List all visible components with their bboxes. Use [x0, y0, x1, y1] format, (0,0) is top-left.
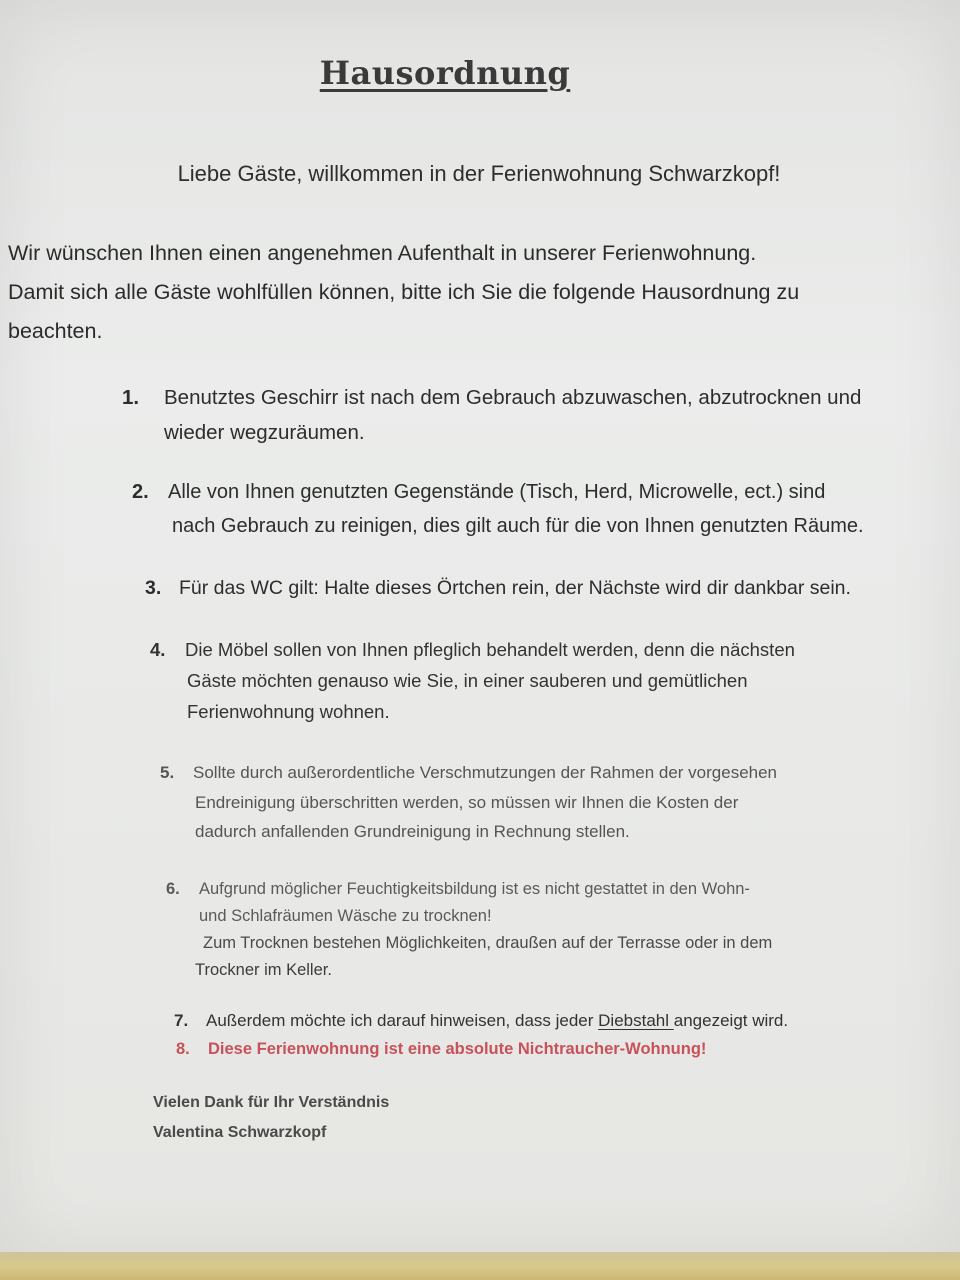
rule-number: 2. [132, 481, 149, 503]
rule-number: 5. [160, 763, 175, 782]
rule-line: Endreinigung überschritten werden, so müssen wir Ihnen die Kosten der [195, 792, 739, 812]
rule-number: 3. [145, 577, 162, 599]
rule-line: nach Gebrauch zu reinigen, dies gilt auch für die von Ihnen genutzten Räume. [172, 515, 864, 537]
intro-line: Damit sich alle Gäste wohlfüllen können, bitte ich Sie die folgende Hausordnung zu [8, 280, 800, 304]
underlined-word: Diebstahl [598, 1011, 674, 1030]
signature-name: Valentina Schwarzkopf [153, 1124, 327, 1141]
rule-text [206, 1006, 788, 1036]
rule-text [179, 572, 851, 604]
rule-line: Trockner im Keller. [195, 961, 332, 979]
rule-line: wieder wegzuräumen. [164, 421, 365, 444]
rule-text [208, 1035, 706, 1063]
rule-line: Alle von Ihnen genutzten Gegenstände (Tisch, Herd, Microwelle, ect.) sind [168, 481, 826, 503]
rule-line: Diese Ferienwohnung ist eine absolute Nichtraucher-Wohnung! [208, 1040, 707, 1058]
rule-number: 4. [150, 639, 166, 660]
rule-line: Gäste möchten genauso wie Sie, in einer sauberen und gemütlichen [187, 670, 748, 691]
intro-paragraph [8, 234, 908, 351]
rule-line: Zum Trocknen bestehen Möglichkeiten, draußen auf der Terrasse oder in dem [203, 934, 773, 952]
rule-line: Benutztes Geschirr ist nach dem Gebrauch abzuwaschen, abzutrocknen und [164, 386, 862, 409]
rule-line: und Schlafräumen Wäsche zu trocknen! [199, 907, 492, 925]
rule-text [185, 634, 795, 727]
rule-number: 7. [174, 1011, 189, 1030]
bottom-surface [0, 1252, 960, 1280]
rule-text-after: angezeigt wird. [673, 1011, 789, 1030]
rule-text [168, 475, 864, 543]
rule-number: 1. [122, 386, 140, 409]
intro-line: beachten. [8, 319, 103, 343]
rule-number: 8. [176, 1040, 190, 1058]
rule-line: dadurch anfallenden Grundreinigung in Rechnung stellen. [195, 822, 630, 841]
rule-line: Aufgrund möglicher Feuchtigkeitsbildung ist es nicht gestattet in den Wohn- [199, 880, 750, 898]
rule-text [193, 758, 777, 847]
rule-number: 6. [166, 880, 180, 898]
rule-line: Die Möbel sollen von Ihnen pfleglich behandelt werden, denn die nächsten [185, 639, 795, 660]
rule-line: Sollte durch außerordentliche Verschmutzungen der Rahmen der vorgesehen [193, 763, 778, 782]
closing-thanks: Vielen Dank für Ihr Verständnis [153, 1094, 390, 1111]
rule-text [195, 876, 773, 984]
greeting-line: Liebe Gäste, willkommen in der Ferienwohnung Schwarzkopf! [177, 161, 781, 186]
rule-line: Für das WC gilt: Halte dieses Örtchen rein, der Nächste wird dir dankbar sein. [179, 577, 851, 599]
rule-text-before: Außerdem möchte ich darauf hinweisen, dass jeder [206, 1011, 599, 1030]
rule-line: Ferienwohnung wohnen. [187, 701, 390, 722]
page-title: Hausordnung [319, 54, 571, 92]
rule-text [164, 380, 861, 450]
intro-line: Wir wünschen Ihnen einen angenehmen Aufenthalt in unserer Ferienwohnung. [8, 241, 757, 265]
closing-signature [153, 1088, 389, 1148]
